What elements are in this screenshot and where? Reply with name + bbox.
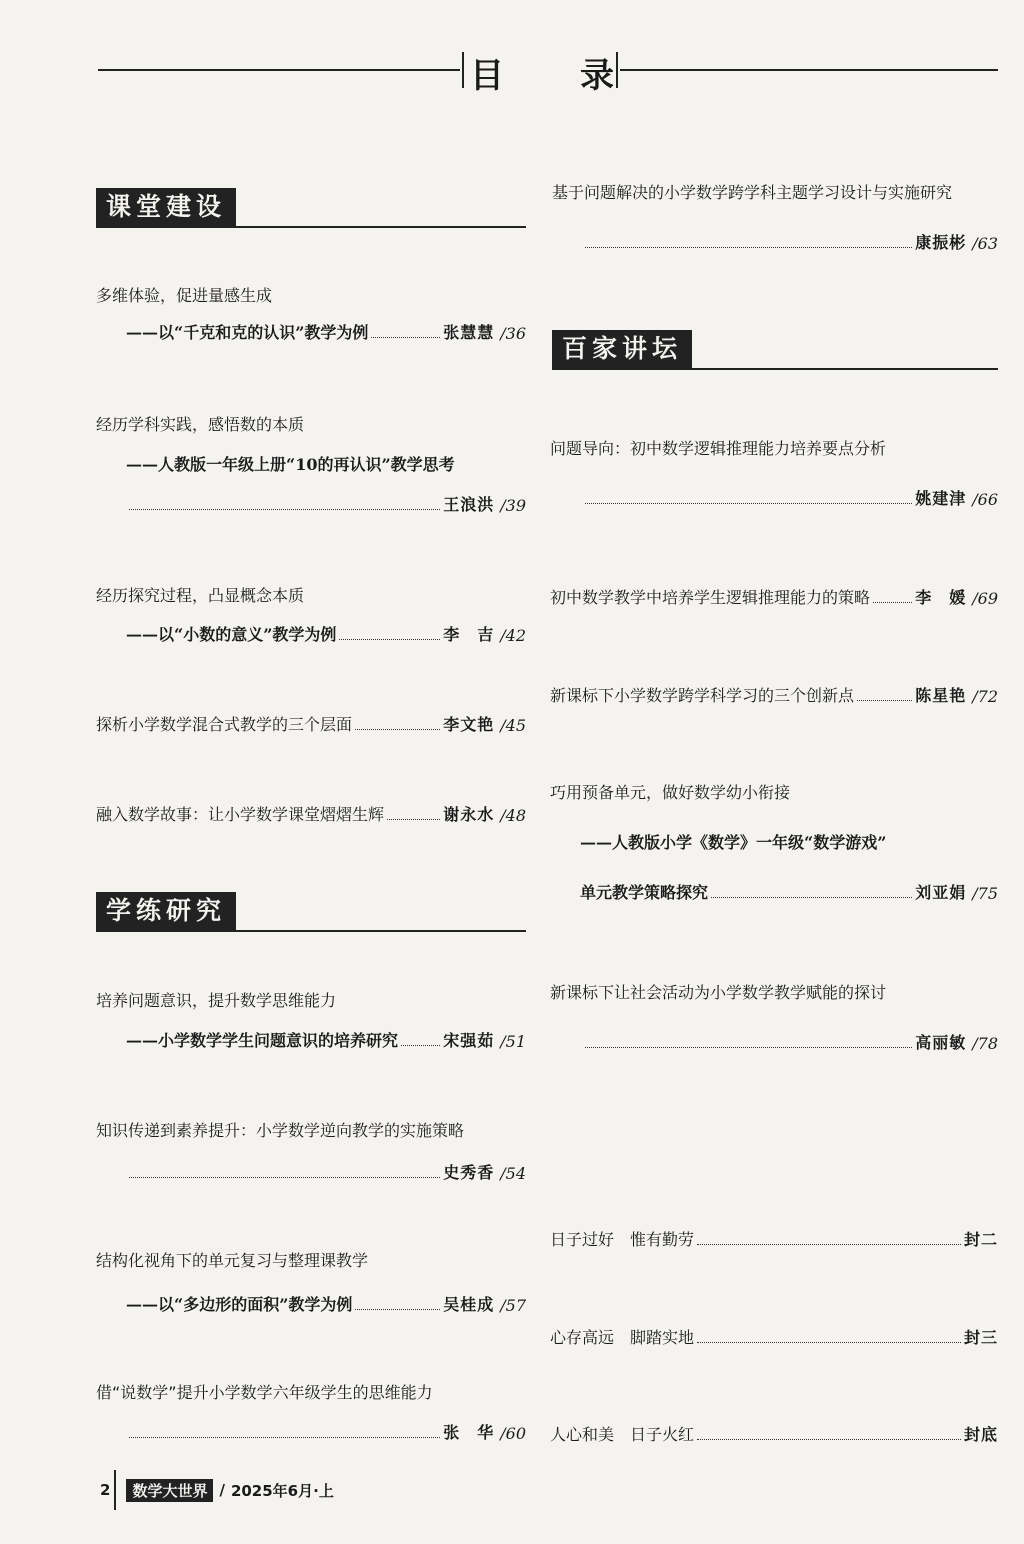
entry-page: /51 <box>500 1032 526 1051</box>
leader-dots <box>585 247 912 248</box>
entry-page: /72 <box>972 687 998 706</box>
entry-page: /69 <box>972 589 998 608</box>
entry-leader-row <box>126 1420 526 1443</box>
section-badge-ketang: 课堂建设 <box>96 188 236 226</box>
entry-title: 新课标下小学数学跨学科学习的三个创新点 <box>550 686 855 705</box>
entry-title: 新课标下让社会活动为小学数学教学赋能的探讨 <box>550 983 887 1002</box>
entry-title: 探析小学数学混合式教学的三个层面 <box>96 715 353 734</box>
header-rule-right <box>620 69 998 71</box>
entry-subtitle-cont: 单元教学策略探究 <box>580 883 709 902</box>
entry-page: /39 <box>500 496 526 515</box>
header-title-lu: 录 <box>580 56 614 96</box>
entry-leader-row <box>126 1160 526 1183</box>
footer-issue-date: 2025年6月·上 <box>230 1481 334 1500</box>
entry-leader-row <box>580 880 998 903</box>
entry-author: 张 华 <box>443 1423 495 1442</box>
section-rule <box>552 368 998 370</box>
entry-page: /63 <box>972 234 998 253</box>
section-baijia <box>552 330 998 370</box>
footer-slash: / <box>219 1481 225 1499</box>
entry-author: 王浪洪 <box>443 495 495 514</box>
section-rule <box>96 930 526 932</box>
leader-dots <box>129 1437 440 1438</box>
entry-author: 吴桂成 <box>443 1295 495 1314</box>
entry-leader-row <box>126 1292 526 1315</box>
section-ketang <box>96 188 526 228</box>
entry-title: 多维体验，促进量感生成 <box>96 286 273 305</box>
entry-title: 巧用预备单元，做好数学幼小衔接 <box>550 783 791 802</box>
entry-leader-row <box>126 320 526 343</box>
entry-leader-row <box>550 1325 998 1348</box>
entry-leader-row <box>582 1030 998 1053</box>
footer-page-number: 2 <box>100 1481 111 1499</box>
entry-page: /54 <box>500 1164 526 1183</box>
page-footer <box>100 1470 334 1510</box>
entry-title: 人心和美 日子火红 <box>550 1425 695 1444</box>
section-badge-xuelian: 学练研究 <box>96 892 236 930</box>
leader-dots <box>711 897 912 898</box>
header-tick-right <box>616 52 618 88</box>
leader-dots <box>697 1342 961 1343</box>
leader-dots <box>387 819 440 820</box>
entry-title: 日子过好 惟有勤劳 <box>550 1230 695 1249</box>
header-rule-left <box>98 69 460 71</box>
entry-leader-row <box>96 712 526 735</box>
entry-subtitle: ——以“多边形的面积”教学为例 <box>126 1295 353 1314</box>
leader-dots <box>129 509 440 510</box>
entry-page: /78 <box>972 1034 998 1053</box>
leader-dots <box>697 1244 961 1245</box>
entry-page: /42 <box>500 626 526 645</box>
entry-page: /45 <box>500 716 526 735</box>
entry-page: /57 <box>500 1296 526 1315</box>
footer-divider <box>114 1470 116 1510</box>
entry-leader-row <box>126 492 526 515</box>
entry-title: 融入数学故事：让小学数学课堂熠熠生辉 <box>96 805 385 824</box>
entry-subtitle: ——以“小数的意义”教学为例 <box>126 625 337 644</box>
entry-author: 高丽敏 <box>915 1033 967 1052</box>
entry-page: /75 <box>972 884 998 903</box>
entry-title: 问题导向：初中数学逻辑推理能力培养要点分析 <box>550 439 887 458</box>
leader-dots <box>355 1309 440 1310</box>
entry-leader-row <box>550 585 998 608</box>
entry-leader-row <box>582 486 998 509</box>
leader-dots <box>371 337 440 338</box>
entry-leader-row <box>550 683 998 706</box>
entry-author: 谢永水 <box>443 805 495 824</box>
entry-author: 封底 <box>963 1425 998 1444</box>
entry-title: 初中数学教学中培养学生逻辑推理能力的策略 <box>550 588 871 607</box>
entry-leader-row <box>96 802 526 825</box>
section-badge-baijia: 百家讲坛 <box>552 330 692 368</box>
entry-author: 李 吉 <box>443 625 495 644</box>
entry-author: 封二 <box>963 1230 998 1249</box>
entry-author: 李文艳 <box>443 715 495 734</box>
entry-leader-row <box>582 230 998 253</box>
entry-title: 借“说数学”提升小学数学六年级学生的思维能力 <box>96 1383 433 1402</box>
leader-dots <box>857 700 912 701</box>
entry-page: /60 <box>500 1424 526 1443</box>
entry-subtitle: ——人教版一年级上册“10的再认识”教学思考 <box>126 455 455 474</box>
entry-author: 张慧慧 <box>443 323 495 342</box>
entry-author: 刘亚娟 <box>915 883 967 902</box>
entry-author: 姚建津 <box>915 489 967 508</box>
entry-leader-row <box>126 622 526 645</box>
leader-dots <box>355 729 440 730</box>
entry-title: 心存高远 脚踏实地 <box>550 1328 695 1347</box>
header-tick-left <box>462 52 464 88</box>
entry-subtitle: ——以“千克和克的认识”教学为例 <box>126 323 369 342</box>
entry-leader-row <box>550 1422 998 1445</box>
leader-dots <box>585 503 912 504</box>
entry-page: /36 <box>500 324 526 343</box>
section-xuelian <box>96 892 526 932</box>
entry-author: 陈星艳 <box>915 686 967 705</box>
entry-title: 结构化视角下的单元复习与整理课教学 <box>96 1251 369 1270</box>
entry-subtitle: ——小学数学学生问题意识的培养研究 <box>126 1031 399 1050</box>
leader-dots <box>401 1045 440 1046</box>
entry-leader-row <box>126 1028 526 1051</box>
leader-dots <box>339 639 440 640</box>
entry-author: 封三 <box>963 1328 998 1347</box>
entry-title: 知识传递到素养提升：小学数学逆向教学的实施策略 <box>96 1121 465 1140</box>
entry-author: 史秀香 <box>443 1163 495 1182</box>
entry-author: 李 媛 <box>915 588 967 607</box>
entry-subtitle: ——人教版小学《数学》一年级“数学游戏” <box>580 833 887 852</box>
entry-title: 基于问题解决的小学数学跨学科主题学习设计与实施研究 <box>552 183 953 202</box>
entry-author: 康振彬 <box>915 233 967 252</box>
leader-dots <box>585 1047 912 1048</box>
header-title-mu: 目 <box>470 56 504 96</box>
entry-author: 宋强茹 <box>443 1031 495 1050</box>
leader-dots <box>697 1439 961 1440</box>
entry-title: 培养问题意识，提升数学思维能力 <box>96 991 337 1010</box>
entry-page: /48 <box>500 806 526 825</box>
entry-leader-row <box>550 1227 998 1250</box>
section-rule <box>96 226 526 228</box>
leader-dots <box>873 602 912 603</box>
leader-dots <box>129 1177 440 1178</box>
entry-page: /66 <box>972 490 998 509</box>
entry-title: 经历探究过程，凸显概念本质 <box>96 586 305 605</box>
entry-title: 经历学科实践，感悟数的本质 <box>96 415 305 434</box>
footer-journal-name: 数学大世界 <box>126 1479 213 1502</box>
